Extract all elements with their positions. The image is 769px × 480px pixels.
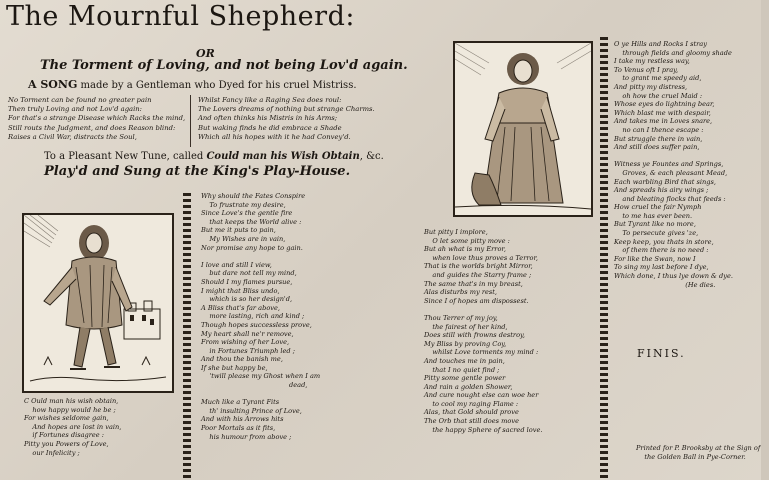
ballad-subtitle: The Torment of Loving, and not being Lov'd again. xyxy=(40,58,408,73)
finis-mark: FINIS. xyxy=(637,347,686,360)
song-intro-rest: made by a Gentleman who Dyed for his cruel Mistriss. xyxy=(77,80,357,91)
ballad-title: The Mournful Shepherd: xyxy=(6,1,355,32)
printer-imprint: Printed for P. Brooksby at the Sign of the Golden Ball in Pye-Corner. xyxy=(636,444,761,461)
intro-right-line: But waking finds he did embrace a Shade xyxy=(198,123,342,132)
intro-right-line: Which all his hopes with it he had Convey'd. xyxy=(198,132,351,141)
song-intro xyxy=(28,78,357,91)
lady-woodcut xyxy=(453,41,593,217)
tune-suffix: , &c. xyxy=(359,151,384,162)
intro-left-line: Still routs the Judgment, and does Reason blind: xyxy=(8,123,176,132)
intro-verse-right xyxy=(198,96,375,142)
shepherd-woodcut xyxy=(22,213,174,393)
tune-line xyxy=(44,151,384,162)
intro-left-line: Raises a Civil War, distracts the Soul, xyxy=(8,132,137,141)
intro-right-line: And often thinks his Mistris in his Arms; xyxy=(198,114,338,123)
ornamental-border-right xyxy=(600,37,608,480)
verse-column-1: C Ould man his wish obtain, how happy would he be ; For wishes seldome gain, And hopes are lost in vain, if Fortunes disagree : Pitty you Powers of Love, our Infelicity ; xyxy=(24,397,122,457)
played-line: Play'd and Sung at the King's Play-House. xyxy=(44,164,351,179)
verse-column-2: Why should the Fates Conspire To frustrate my desire, Since Love's the gentle fire that keeps the World alive : But me it puts to pain, My Wishes are in vain, Nor promise any hope to gain. I love and still I view, but dare not tell my mind, Should I my flames pursue, I might that Bliss undo, which is so her design'd, A Bliss that's far above, more lasting, rich and kind ; Though hopes successless prove, My heart shall ne'r remove, From wishing of her Love, in Fortunes Triumph led ; And thou the banish me, If she but happy be, 'twill please my Ghost when I am dead, Much like a Tyrant Fits th' insulting Prince of Love, And with his Arrows hits Poor Mortals as it fits, his humour from above ; xyxy=(201,192,321,441)
lady-figure-icon xyxy=(455,43,591,215)
verse-column-4: O ye Hills and Rocks I stray through fields and gloomy shade I take my restless way, To Venus oft I pray, to grant me speedy aid, And pitty my distress, oh how the cruel Maid : Whose eyes do lightning bear, Which blast me with despair, And takes me in Loves snare, no can I thence escape : But struggle there in vain, And still does suffer pain, Witness ye Fountes and Springs, Groves, & each pleasant Mead, Each warbling Bird that sings, And spreads his airy wings ; and bleating flocks that feeds : How cruel the fair Nymph to me has ever been. But Tyrant like no more, To persecute gives 'ze, Keep keep, you thats in store, of them there is no need : For like the Swan, now I To sing my last before I dye, Which done, I thus lye down & dye. (He dies. xyxy=(614,40,733,289)
intro-right-line: Whilst Fancy like a Raging Sea does roul: xyxy=(198,96,342,104)
ornamental-border-left xyxy=(183,193,191,480)
song-intro-prefix: A SONG xyxy=(28,78,78,91)
tune-prefix: To a Pleasant New Tune, called xyxy=(44,151,207,162)
intro-left-line: No Torment can be found no greater pain xyxy=(8,96,152,104)
tune-name: Could man his Wish Obtain xyxy=(206,151,360,162)
intro-left-line: For that's a strange Disease which Racks the mind, xyxy=(8,114,186,123)
intro-divider xyxy=(190,95,191,147)
shepherd-figure-icon xyxy=(24,215,172,391)
intro-verse-left xyxy=(8,96,185,142)
intro-right-line: The Lovers dreams of nothing but strange Charms. xyxy=(198,105,375,114)
or-separator: OR xyxy=(196,47,215,60)
sheet-edge xyxy=(761,0,769,480)
verse-column-3: But pitty I implore, O let some pitty move : But ah what is my Error, when love thus proves a Terror, That is the worlds bright Mirror, and guides the Starry frame ; The same that's in my breast, Alas disturbs my rest, Since I of hopes am dispossest. Thou Terrer of my joy, the fairest of her kind, Does still with frowns destroy, My Bliss by proving Coy, whilst Love torments my mind : And touches me in pain, that I no quiet find ; Pitty some gentle power And rain a golden Shower, And cure nought else can woe her to cool my raging Flame : Alas, that Gold should prove The Orb that still does move the happy Sphere of sacred love. xyxy=(424,228,543,434)
intro-left-line: Then truly Loving and not Lov'd again: xyxy=(8,105,142,114)
